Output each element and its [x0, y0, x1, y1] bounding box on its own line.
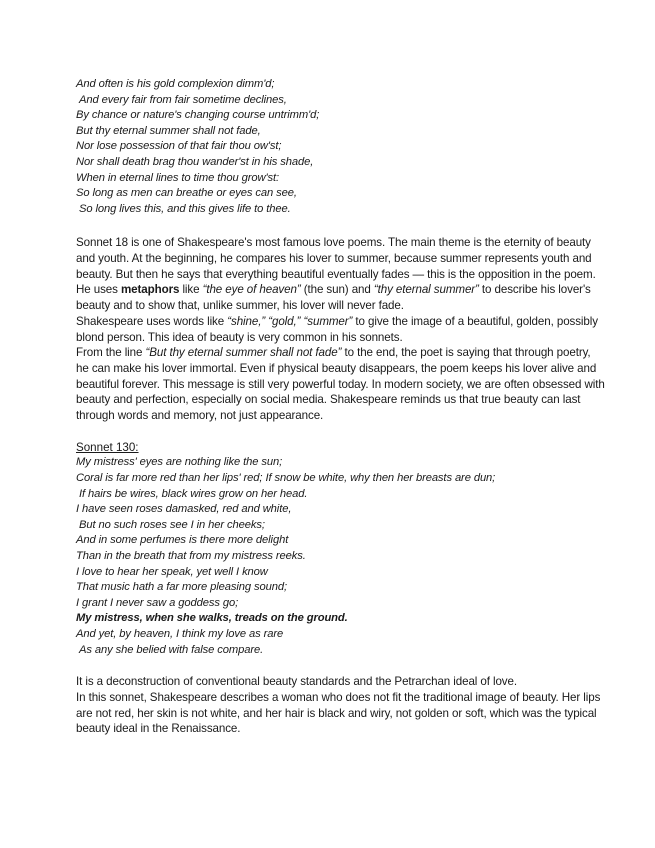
- poem-line: Nor shall death brag thou wander'st in his shade,: [76, 155, 314, 168]
- poem-line: When in eternal lines to time thou grow'st:: [76, 171, 280, 184]
- document-page: [76, 77, 606, 737]
- analysis-paragraph: In this sonnet, Shakespeare describes a woman who does not fit the traditional image of beauty. Her lips are not red, her skin is not white, and her hair is black and wiry, not golden or soft, which was the typical beauty ideal in the Renaissance.: [76, 690, 601, 736]
- quote: “gold,”: [268, 314, 301, 328]
- poem-line: So long lives this, and this gives life to thee.: [79, 202, 291, 215]
- poem-line: Than in the breath that from my mistress reeks.: [76, 549, 306, 562]
- poem-line: My mistress' eyes are nothing like the sun;: [76, 456, 283, 469]
- poem-line-bold: My mistress, when she walks, treads on the ground.: [76, 612, 348, 625]
- quote: “the eye of heaven”: [202, 283, 301, 297]
- quote: “But thy eternal summer shall not fade”: [145, 346, 342, 360]
- metaphors-keyword: metaphors: [120, 283, 180, 297]
- poem-line: But no such roses see I in her cheeks;: [79, 518, 265, 531]
- poem-line: And in some perfumes is there more delight: [76, 534, 289, 547]
- sonnet-130-poem: [76, 455, 606, 658]
- poem-line: I grant I never saw a goddess go;: [76, 596, 239, 609]
- analysis-paragraph: It is a deconstruction of conventional beauty standards and the Petrarchan ideal of love.: [76, 675, 517, 689]
- poem-line: By chance or nature's changing course untrimm'd;: [76, 109, 320, 122]
- analysis-paragraph: Shakespeare uses words like “shine,” “gold,” “summer” to give the image of a beautiful, golden, possibly blond person. This idea of beauty is very common in his sonnets.: [76, 314, 598, 344]
- poem-line: And often is his gold complexion dimm'd;: [76, 78, 275, 90]
- poem-line: Coral is far more red than her lips' red; If snow be white, why then her breasts are dun;: [76, 471, 496, 484]
- quote: “shine,”: [227, 314, 266, 328]
- sonnet-130-heading: Sonnet 130:: [76, 440, 139, 454]
- poem-line: I love to hear her speak, yet well I know: [76, 565, 268, 578]
- analysis-paragraph: He uses metaphors like “the eye of heaven” (the sun) and “thy eternal summer” to describe his lover's beauty and to show that, unlike summer, his lover will never fade.: [76, 283, 591, 313]
- poem-line: And every fair from fair sometime declines,: [79, 93, 287, 106]
- sonnet-18-analysis: [76, 235, 606, 423]
- quote: “summer”: [303, 314, 353, 328]
- poem-line: But thy eternal summer shall not fade,: [76, 124, 261, 137]
- sonnet-130-analysis: [76, 674, 606, 737]
- sonnet-18-excerpt: [76, 77, 606, 217]
- analysis-paragraph: Sonnet 18 is one of Shakespeare's most famous love poems. The main theme is the eternity of beauty and youth. At the beginning, he compares his lover to summer, because summer represents youth and beauty. But then he says that everything beautiful eventually fades — this is the opposition in the poem.: [76, 236, 596, 281]
- poem-line: As any she belied with false compare.: [79, 643, 264, 656]
- poem-line: So long as men can breathe or eyes can see,: [76, 187, 297, 200]
- poem-line: If hairs be wires, black wires grow on her head.: [79, 487, 308, 500]
- poem-line: And yet, by heaven, I think my love as rare: [76, 627, 284, 640]
- poem-line: I have seen roses damasked, red and white,: [76, 503, 292, 516]
- poem-line: Nor lose possession of that fair thou ow'st;: [76, 140, 282, 153]
- quote: “thy eternal summer”: [373, 283, 479, 297]
- analysis-paragraph: From the line “But thy eternal summer shall not fade” to the end, the poet is saying that through poetry, he can make his lover immortal. Even if physical beauty disappears, the poem keeps his lover alive and beautiful forever. This message is still very powerful today. In modern society, we are often obsessed with beauty and perfection, especially on social media. Shakespeare reminds us that true beauty can last through words and memory, not just appearance.: [76, 346, 605, 423]
- poem-line: That music hath a far more pleasing sound;: [76, 581, 287, 594]
